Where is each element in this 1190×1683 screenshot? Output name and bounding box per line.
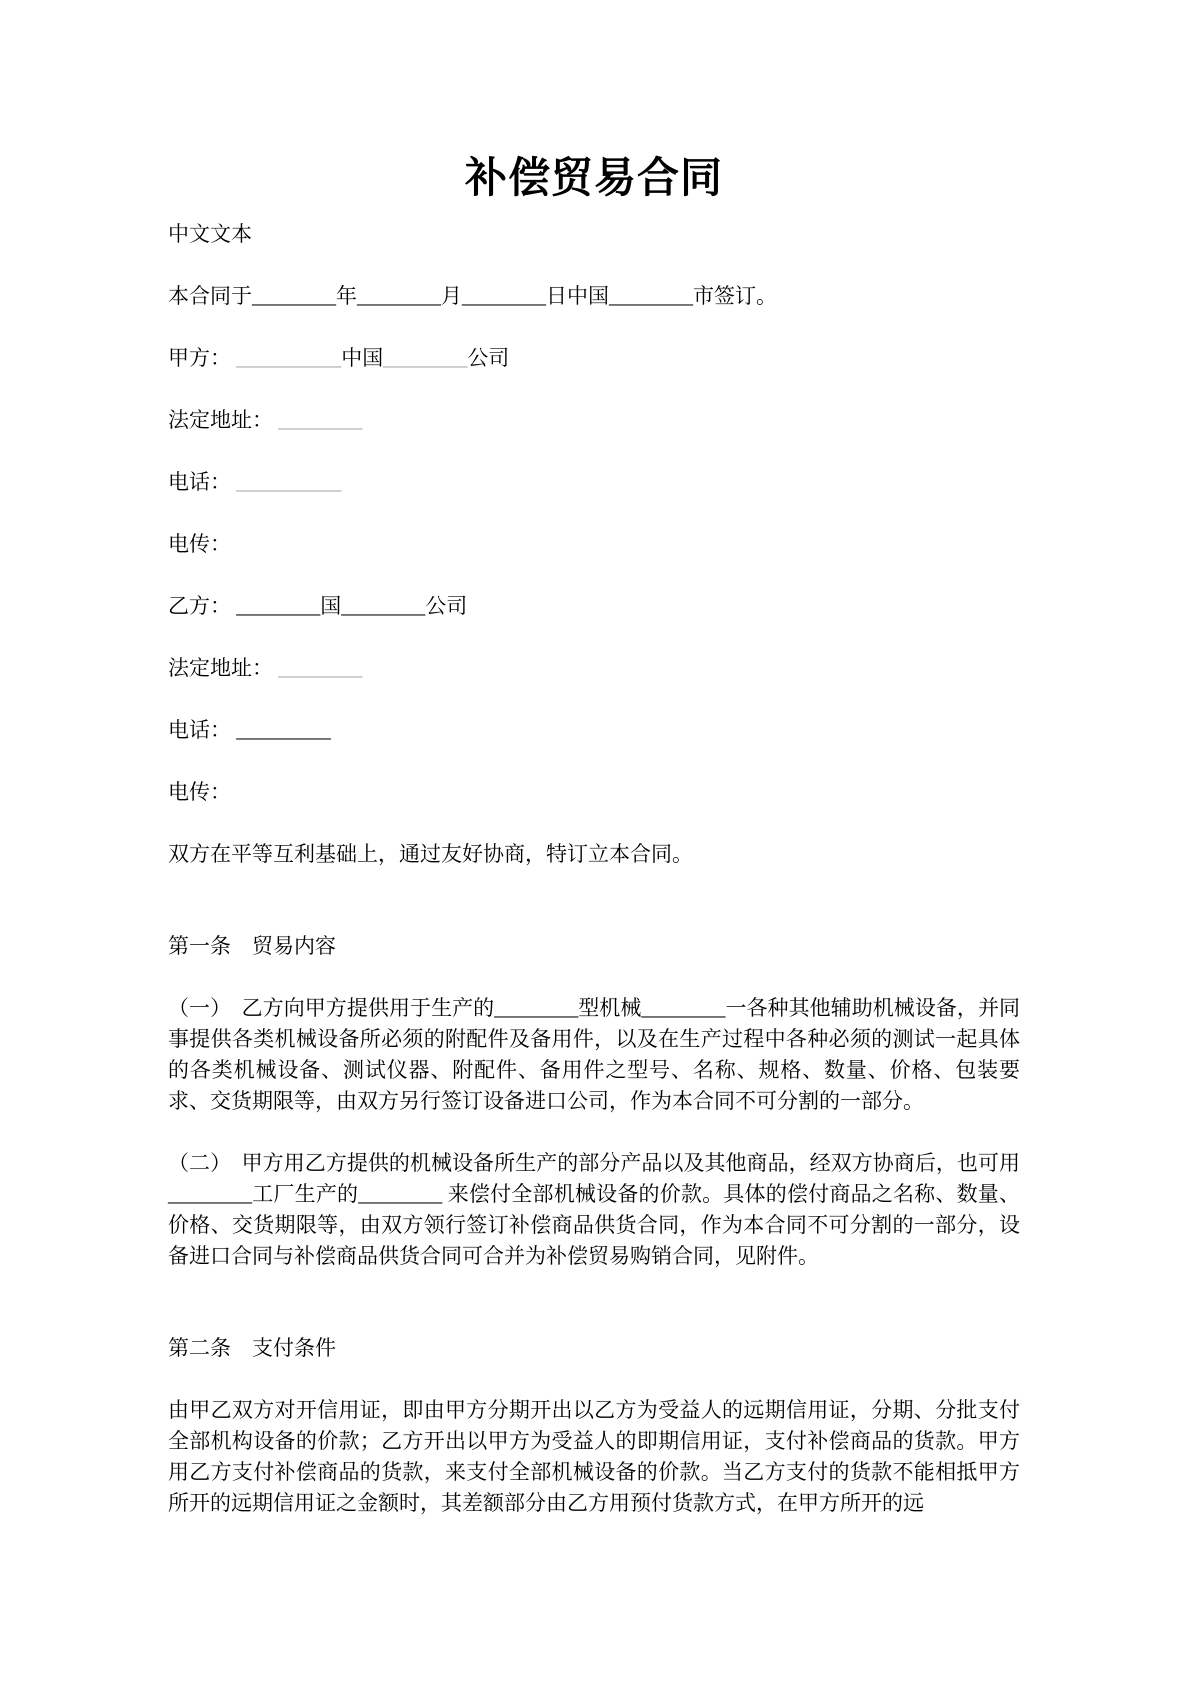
fill-in-blank: ________ <box>357 284 441 308</box>
fill-in-blank: ________ <box>278 656 363 680</box>
signing-date-line <box>168 281 1020 312</box>
party-b-telex-line: 电传： <box>168 780 231 804</box>
fill-in-blank: __________ <box>236 346 342 370</box>
party-a-telex-line: 电传： <box>168 532 231 556</box>
text-segment: 工厂生产的 <box>252 1182 359 1206</box>
fill-in-blank: ________ <box>278 408 363 432</box>
text-segment: 月 <box>441 284 462 308</box>
fill-in-blank: ________ <box>236 594 321 618</box>
preamble-line: 双方在平等互利基础上，通过友好协商，特订立本合同。 <box>168 842 693 866</box>
fill-in-blank: ________ <box>462 284 546 308</box>
text-segment: 本合同于 <box>168 284 252 308</box>
language-note: 中文文本 <box>168 222 252 246</box>
text-segment: 电话： <box>168 718 237 742</box>
fill-in-blank: ________ <box>641 996 726 1020</box>
party-b-name-line <box>168 591 1020 622</box>
text-segment: 电话： <box>168 470 237 494</box>
text-segment: 公司 <box>425 594 468 618</box>
article-1-heading: 第一条 贸易内容 <box>168 934 336 958</box>
article-1-paragraph-2 <box>168 1148 1020 1272</box>
text-segment: 一各种其他辅助机械设备，并同事提供各类机械设备所必须的附配件及备用件，以及在生产过程中各种必须的测试一起具体的各类机械设备、测试仪器、附配件、备用件之型号、名称、规格、数量、价格、包装要求、交货期限等，由双方另行签订设备进口公司，作为本合同不可分割的一部分。 <box>168 996 1021 1113</box>
contract-title: 补偿贸易合同 <box>464 156 723 202</box>
fill-in-blank: ________ <box>341 594 426 618</box>
party-a-address-line <box>168 405 1020 436</box>
fill-in-blank: __________ <box>236 470 342 494</box>
article-2-paragraph-1 <box>168 1395 1020 1519</box>
text-segment: 来偿付全部机械设备的价款。具体的偿付商品之名称、数量、价格、交货期限等，由双方领行签订补偿商品供货合同，作为本合同不可分割的一部分，设备进口合同与补偿商品供货合同可合并为补偿贸易购销合同，见附件。 <box>168 1182 1021 1268</box>
article-2-heading: 第二条 支付条件 <box>168 1336 336 1360</box>
text-segment: 年 <box>336 284 357 308</box>
fill-in-blank: ________ <box>609 284 693 308</box>
text-segment: 中国 <box>341 346 384 370</box>
party-b-address-line <box>168 653 1020 684</box>
text-segment: 国 <box>320 594 342 618</box>
fill-in-blank: ________ <box>358 1182 443 1206</box>
text-segment: 法定地址： <box>168 408 279 432</box>
text-segment: 日中国 <box>546 284 609 308</box>
text-segment: 甲方： <box>168 346 237 370</box>
fill-in-blank: ________ <box>494 996 579 1020</box>
text-segment: 法定地址： <box>168 656 279 680</box>
text-segment: 市签订。 <box>693 284 777 308</box>
fill-in-blank: ________ <box>383 346 468 370</box>
text-segment: 由甲乙双方对开信用证，即由甲方分期开出以乙方为受益人的远期信用证，分期、分批支付全部机构设备的价款；乙方开出以甲方为受益人的即期信用证，支付补偿商品的货款。甲方用乙方支付补偿商品的货款，来支付全部机械设备的价款。当乙方支付的货款不能相抵甲方所开的远期信用证之金额时，其差额部分由乙方用预付货款方式，在甲方所开的远 <box>168 1398 1020 1515</box>
text-segment: 型机械 <box>578 996 642 1020</box>
text-segment: 乙方： <box>168 594 237 618</box>
fill-in-blank: ________ <box>168 1182 252 1206</box>
text-segment: （一） 乙方向甲方提供用于生产的 <box>168 996 495 1020</box>
text-segment: 公司 <box>467 346 510 370</box>
text-segment: （二） 甲方用乙方提供的机械设备所生产的部分产品以及其他商品，经双方协商后，也可用 <box>168 1151 1020 1175</box>
article-1-paragraph-1 <box>168 993 1020 1117</box>
fill-in-blank: ________ <box>252 284 336 308</box>
party-b-phone-line <box>168 715 1020 746</box>
party-a-name-line <box>168 343 1020 374</box>
fill-in-blank: _________ <box>236 718 331 742</box>
party-a-phone-line <box>168 467 1020 498</box>
